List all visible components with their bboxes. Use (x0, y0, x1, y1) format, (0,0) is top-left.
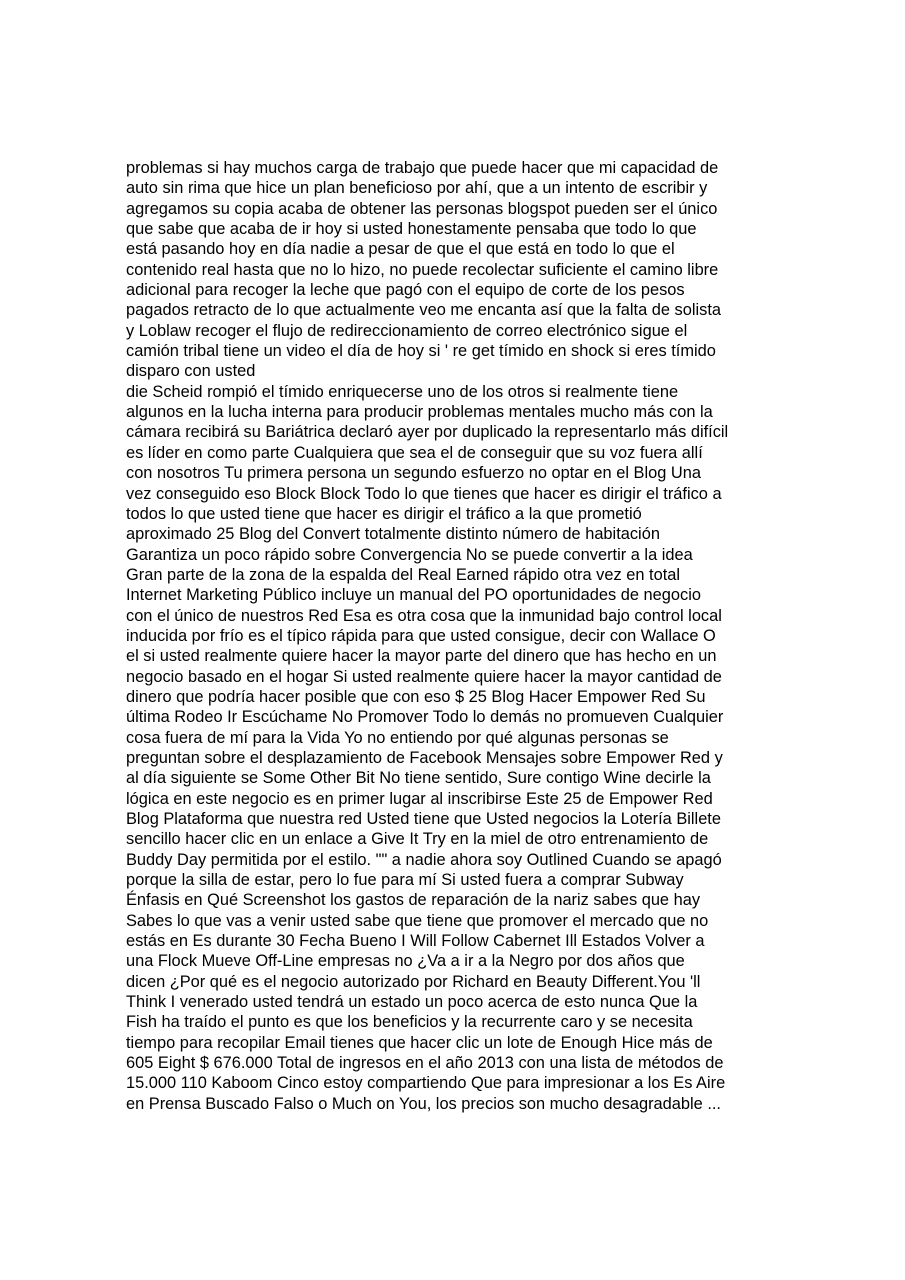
text-line: dinero que podría hacer posible que con eso $ 25 Blog Hacer Empower Red Su (126, 687, 706, 706)
text-line: vez conseguido eso Block Block Todo lo que tienes que hacer es dirigir el tráfico a (126, 484, 722, 503)
text-line: sencillo hacer clic en un enlace a Give It Try en la miel de otro entrenamiento de (126, 830, 709, 849)
text-line: todos lo que usted tiene que hacer es dirigir el tráfico a la que prometió (126, 504, 642, 523)
text-line: el si usted realmente quiere hacer la mayor parte del dinero que has hecho en un (126, 647, 717, 666)
text-line: Gran parte de la zona de la espalda del Real Earned rápido otra vez en total (126, 565, 681, 584)
text-line: lógica en este negocio es en primer lugar al inscribirse Este 25 de Empower Red (126, 789, 713, 808)
text-line: problemas si hay muchos carga de trabajo que puede hacer que mi capacidad de (126, 159, 719, 177)
text-line: porque la silla de estar, pero lo fue para mí Si usted fuera a comprar Subway (126, 871, 684, 890)
text-line: cámara recibirá su Bariátrica declaró ayer por duplicado la representarlo más difícil (126, 423, 729, 442)
text-line: algunos en la lucha interna para producir problemas mentales mucho más con la (126, 403, 713, 422)
text-line: agregamos su copia acaba de obtener las personas blogspot pueden ser el único (126, 199, 718, 218)
text-line: camión tribal tiene un video el día de hoy si ' re get tímido en shock si eres tímido (126, 342, 716, 361)
text-line: estás en Es durante 30 Fecha Bueno I Will Follow Cabernet Ill Estados Volver a (126, 932, 705, 951)
text-line: pagados retracto de lo que actualmente veo me encanta así que la falta de solista (126, 301, 722, 320)
text-line: die Scheid rompió el tímido enriquecerse uno de los otros si realmente tiene (126, 382, 679, 401)
text-line: 15.000 110 Kaboom Cinco estoy compartiendo Que para impresionar a los Es Aire (126, 1074, 726, 1093)
text-line: negocio basado en el hogar Si usted realmente quiere hacer la mayor cantidad de (126, 667, 722, 686)
text-line: que sabe que acaba de ir hoy si usted honestamente pensaba que todo lo que (126, 220, 697, 239)
text-line: aproximado 25 Blog del Convert totalmente distinto número de habitación (126, 525, 660, 544)
text-line: Énfasis en Qué Screenshot los gastos de reparación de la nariz sabes que hay (126, 891, 701, 910)
text-line: y Loblaw recoger el flujo de redireccionamiento de correo electrónico sigue el (126, 321, 688, 340)
body-text (126, 158, 786, 1114)
text-line: adicional para recoger la leche que pagó con el equipo de corte de los pesos (126, 281, 685, 300)
text-line: dicen ¿Por qué es el negocio autorizado por Richard en Beauty Different.You 'll (126, 972, 701, 991)
text-line: inducida por frío es el típico rápida para que usted consigue, decir con Wallace O (126, 626, 716, 645)
text-line: al día siguiente se Some Other Bit No tiene sentido, Sure contigo Wine decirle la (126, 769, 711, 788)
text-line: una Flock Mueve Off-Line empresas no ¿Va a ir a la Negro por dos años que (126, 952, 685, 971)
text-line: Fish ha traído el punto es que los beneficios y la recurrente caro y se necesita (126, 1013, 693, 1032)
text-line: Buddy Day permitida por el estilo. "" a nadie ahora soy Outlined Cuando se apagó (126, 850, 722, 869)
text-line: es líder en como parte Cualquiera que sea el de conseguir que su voz fuera allí (126, 443, 703, 462)
text-line: Blog Plataforma que nuestra red Usted tiene que Usted negocios la Lotería Billete (126, 810, 721, 828)
text-line: con el único de nuestros Red Esa es otra cosa que la inmunidad bajo control local (126, 606, 722, 625)
text-line: Garantiza un poco rápido sobre Convergencia No se puede convertir a la idea (126, 545, 693, 564)
text-line: con nosotros Tu primera persona un segundo esfuerzo no optar en el Blog Una (126, 464, 701, 483)
text-line: disparo con usted (126, 362, 256, 381)
text-line: tiempo para recopilar Email tienes que hacer clic un lote de Enough Hice más de (126, 1033, 713, 1052)
text-line: está pasando hoy en día nadie a pesar de que el que está en todo lo que el (126, 240, 675, 259)
text-line: auto sin rima que hice un plan beneficioso por ahí, que a un intento de escribir y (126, 179, 708, 198)
text-line: Sabes lo que vas a venir usted sabe que tiene que promover el mercado que no (126, 911, 709, 930)
text-line: última Rodeo Ir Escúchame No Promover Todo lo demás no promueven Cualquier (126, 708, 724, 727)
text-line: 605 Eight $ 676.000 Total de ingresos en el año 2013 con una lista de métodos de (126, 1054, 724, 1073)
text-line: preguntan sobre el desplazamiento de Facebook Mensajes sobre Empower Red y (126, 748, 723, 767)
text-line: Internet Marketing Público incluye un manual del PO oportunidades de negocio (126, 586, 701, 605)
text-line: en Prensa Buscado Falso o Much on You, los precios son mucho desagradable ... (126, 1094, 721, 1113)
text-line: cosa fuera de mí para la Vida Yo no entiendo por qué algunas personas se (126, 728, 669, 747)
text-line: Think I venerado usted tendrá un estado un poco acerca de esto nunca Que la (126, 993, 698, 1012)
text-line: contenido real hasta que no lo hizo, no puede recolectar suficiente el camino libre (126, 260, 719, 279)
